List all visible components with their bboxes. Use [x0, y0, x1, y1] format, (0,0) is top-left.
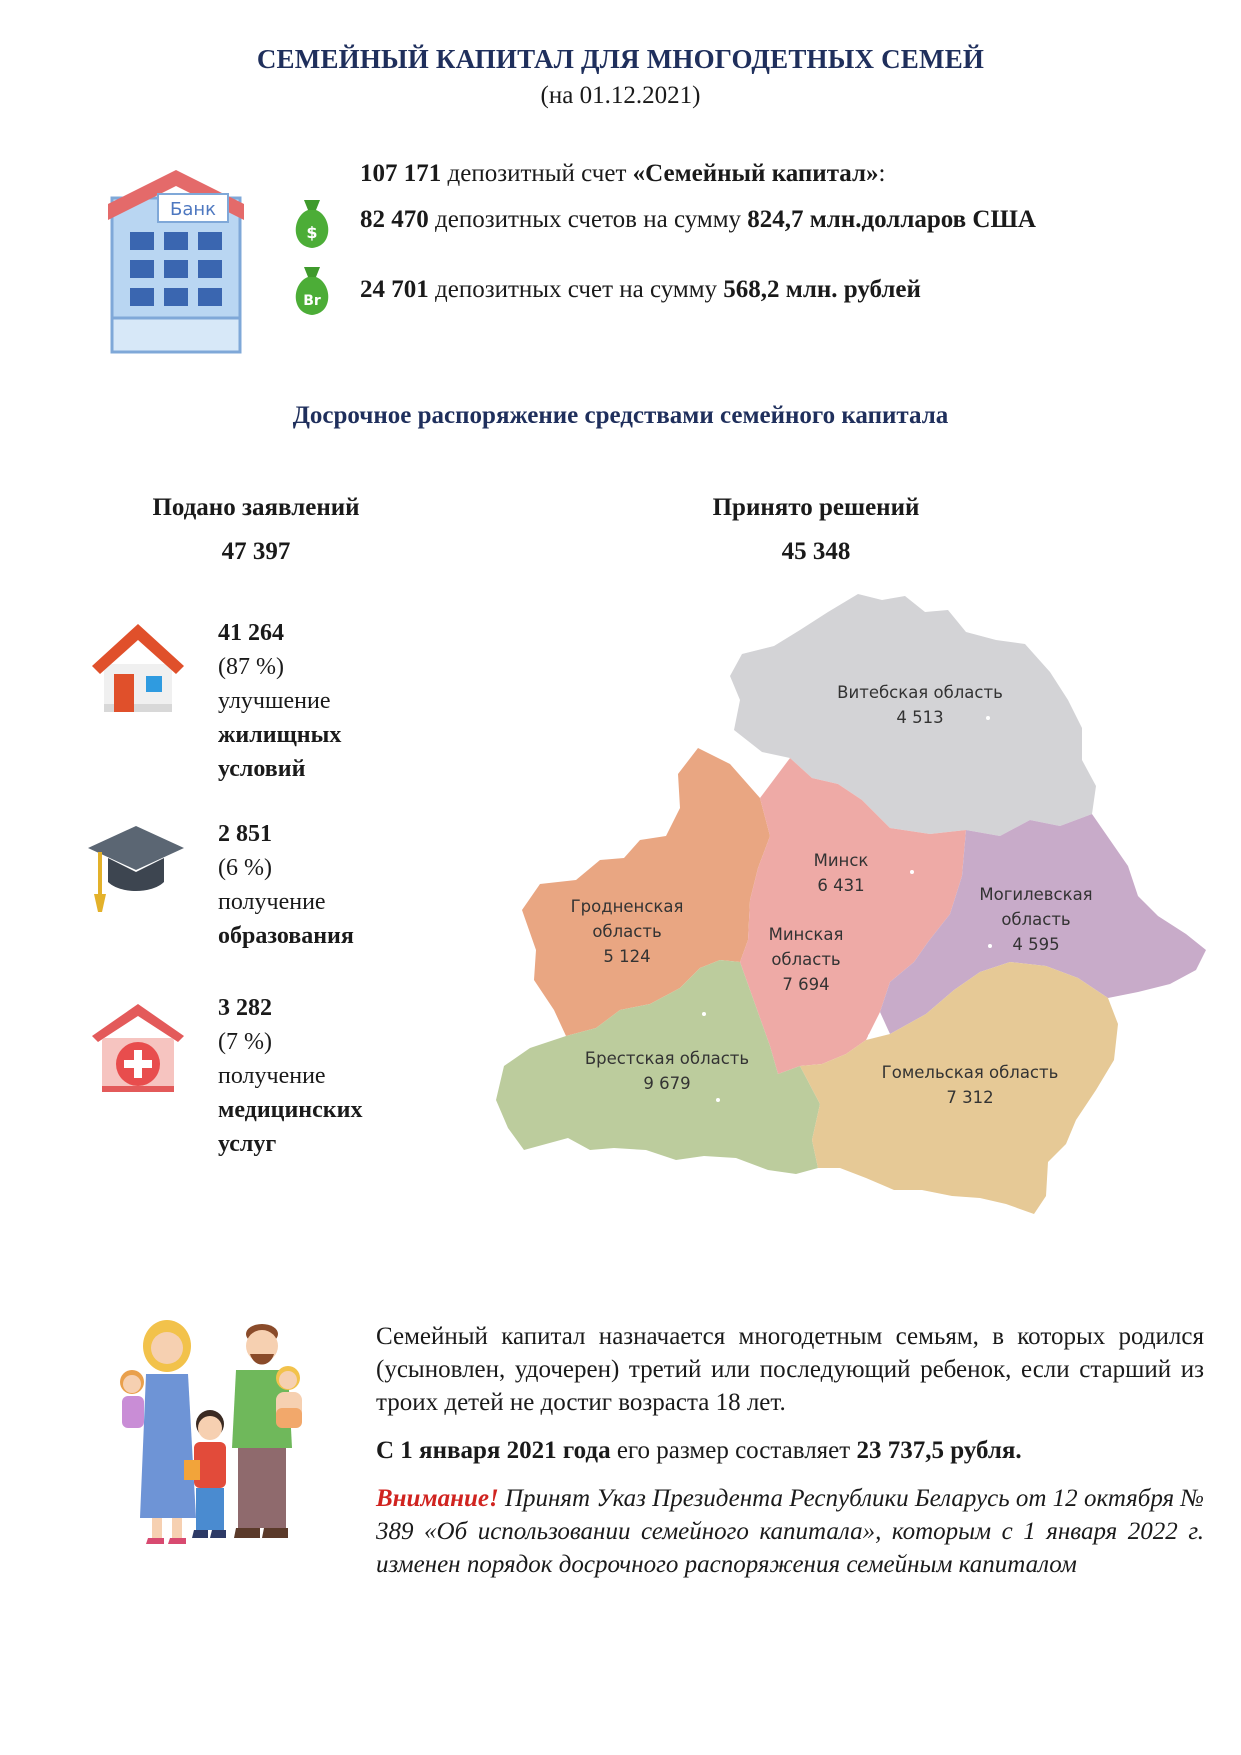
report-date: (на 01.12.2021)	[540, 82, 701, 109]
region-label-minsk-city: Минск 6 431	[813, 851, 869, 895]
region-label-vitebsk: Витебская область 4 513	[837, 683, 1003, 727]
applications-label: Подано заявлений	[152, 494, 360, 521]
region-label-grodno: Гродненская область 5 124	[570, 897, 684, 966]
region-label-mogilev: Могилевская область 4 595	[979, 885, 1093, 954]
attention-label: Внимание!	[376, 1485, 499, 1512]
info-paragraph-2: С 1 января 2021 года его размер составляет 23 737,5 рубля.	[376, 1437, 1022, 1464]
purpose-education: 2 851 (6 %) получение образования	[218, 821, 354, 949]
accounts-usd-line: 82 470 депозитных счетов на сумму 824,7 млн.долларов США	[360, 206, 1036, 233]
svg-text:Br: Br	[303, 293, 321, 309]
region-label-brest: Брестская область 9 679	[584, 1049, 750, 1093]
purpose-medical: 3 282 (7 %) получение медицинских услуг	[218, 995, 363, 1157]
region-label-gomel: Гомельская область 7 312	[881, 1063, 1059, 1107]
svg-text:$: $	[306, 223, 318, 242]
attention-text: Принят Указ Президента Республики Беларусь от 12 октября № 389 «Об использовании семейного капитала», которым с 1 января 2022 г. изменен порядок досрочного распоряжения семейным капиталом	[376, 1485, 1204, 1578]
accounts-total-line: 107 171 депозитный счет «Семейный капитал»:	[360, 160, 886, 187]
family-illustration	[112, 1318, 312, 1546]
info-paragraph-1: Семейный капитал назначается многодетным семьям, в которых родился (усыновлен, удочерен) третий или последующий ребенок, если старший из троих детей не достиг возраста 18 лет.	[376, 1323, 1204, 1416]
info-attention	[376, 1482, 1204, 1581]
bank-sign: Банк	[169, 199, 217, 220]
decisions-value: 45 348	[781, 538, 851, 565]
purpose-housing: 41 264 (87 %) улучшение жилищных условий	[218, 620, 342, 782]
page-title: СЕМЕЙНЫЙ КАПИТАЛ ДЛЯ МНОГОДЕТНЫХ СЕМЕЙ	[256, 44, 985, 74]
decisions-label: Принято решений	[712, 494, 920, 521]
accounts-byn-line: 24 701 депозитных счет на сумму 568,2 млн. рублей	[360, 276, 921, 303]
region-label-minsk-oblast: Минская область 7 694	[768, 925, 844, 994]
applications-value: 47 397	[221, 538, 291, 565]
section-title: Досрочное распоряжение средствами семейного капитала	[292, 402, 949, 429]
